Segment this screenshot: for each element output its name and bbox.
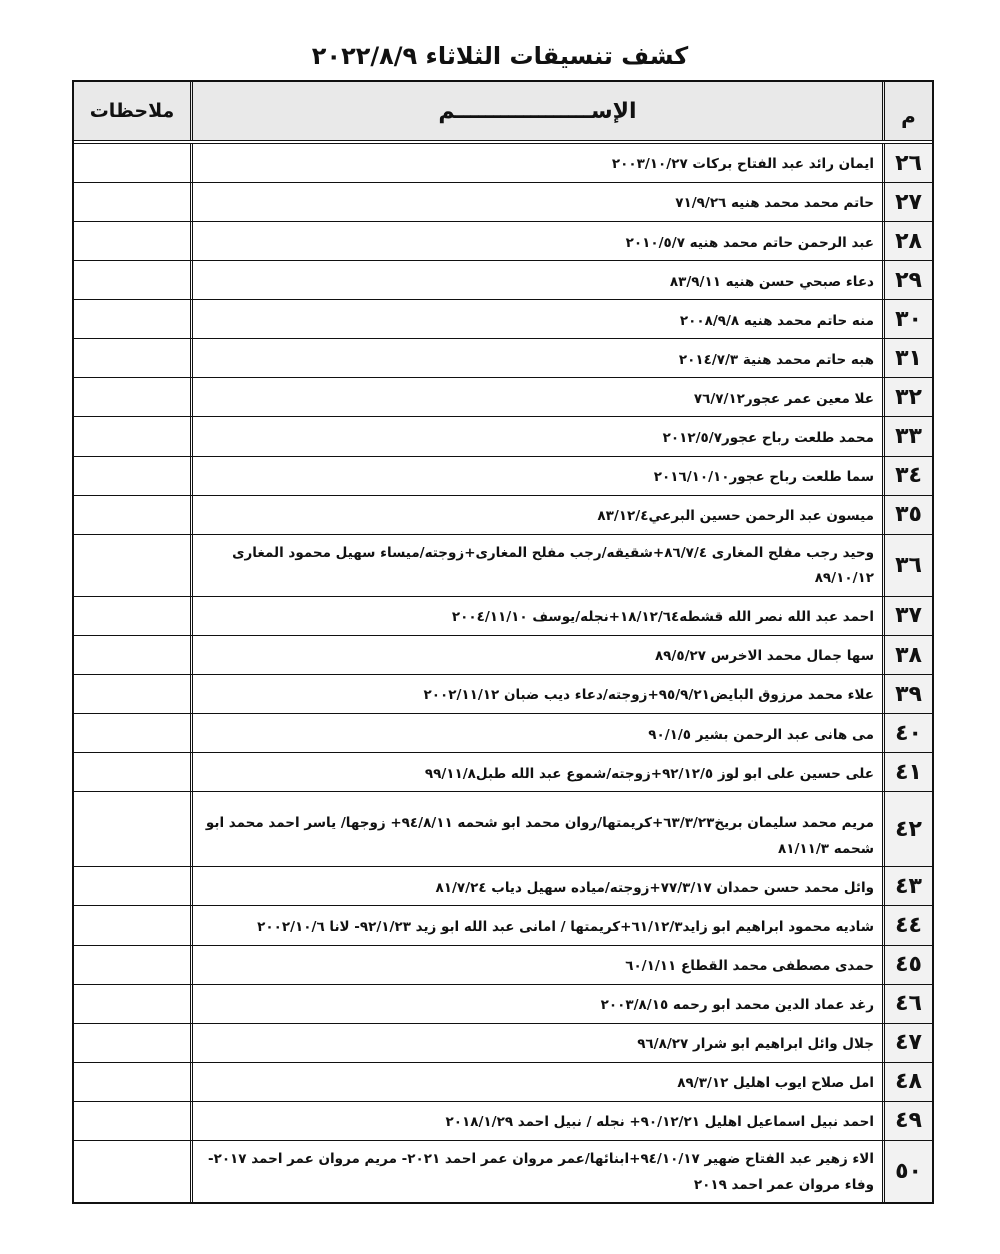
row-notes: [74, 457, 190, 495]
row-number: ٢٨: [882, 222, 932, 260]
table-row: [74, 144, 932, 183]
row-number: ٣٨: [882, 636, 932, 674]
table-row: [74, 636, 932, 675]
row-notes: [74, 300, 190, 338]
row-name: منه حاتم محمد هنيه ٢٠٠٨/٩/٨: [190, 300, 882, 338]
row-name: علاء محمد مرزوق البايض٩٥/٩/٢١+زوجته/دعاء ديب ضبان ٢٠٠٢/١١/١٢: [190, 675, 882, 713]
table-row: [74, 792, 932, 867]
row-name: دعاء صبحي حسن هنيه ٨٣/٩/١١: [190, 261, 882, 299]
row-notes: [74, 867, 190, 905]
table-row: [74, 597, 932, 636]
table-row: [74, 496, 932, 535]
row-number: ٢٦: [882, 144, 932, 182]
row-number: ٤٨: [882, 1063, 932, 1101]
coordination-table: [72, 80, 934, 1204]
row-notes: [74, 417, 190, 455]
row-notes: [74, 183, 190, 221]
row-name: مريم محمد سليمان بريخ٦٣/٣/٢٣+كريمتها/روان محمد ابو شحمه ٩٤/٨/١١+ زوجها/ ياسر احمد محمد ابو شحمه ٨١/١١/٣: [190, 792, 882, 866]
row-number: ٣٥: [882, 496, 932, 534]
row-name: محمد طلعت رباح عجور٢٠١٢/٥/٧: [190, 417, 882, 455]
row-number: ٣١: [882, 339, 932, 377]
table-row: [74, 1063, 932, 1102]
table-row: [74, 753, 932, 792]
row-number: ٣٧: [882, 597, 932, 635]
table-row: [74, 222, 932, 261]
row-notes: [74, 1024, 190, 1062]
table-row: [74, 378, 932, 417]
row-name: ايمان رائد عبد الفتاح بركات ٢٠٠٣/١٠/٢٧: [190, 144, 882, 182]
row-notes: [74, 985, 190, 1023]
row-number: ٢٧: [882, 183, 932, 221]
table-row: [74, 1141, 932, 1202]
row-notes: [74, 792, 190, 866]
row-number: ٤١: [882, 753, 932, 791]
header-number: م: [882, 82, 932, 140]
table-row: [74, 946, 932, 985]
table-row: [74, 985, 932, 1024]
table-row: [74, 1102, 932, 1141]
row-name: عبد الرحمن حاتم محمد هنيه ٢٠١٠/٥/٧: [190, 222, 882, 260]
row-notes: [74, 339, 190, 377]
row-number: ٤٢: [882, 792, 932, 866]
table-row: [74, 339, 932, 378]
table-row: [74, 906, 932, 945]
row-number: ٣٤: [882, 457, 932, 495]
table-row: [74, 417, 932, 456]
row-number: ٣٩: [882, 675, 932, 713]
row-number: ٣٢: [882, 378, 932, 416]
row-notes: [74, 753, 190, 791]
table-row: [74, 457, 932, 496]
row-name: جلال وائل ابراهيم ابو شرار ٩٦/٨/٢٧: [190, 1024, 882, 1062]
row-notes: [74, 378, 190, 416]
row-name: سما طلعت رباح عجور٢٠١٦/١٠/١٠: [190, 457, 882, 495]
row-number: ٤٩: [882, 1102, 932, 1140]
row-name: احمد نبيل اسماعيل اهليل ٩٠/١٢/٢١+ نجله / نبيل احمد ٢٠١٨/١/٢٩: [190, 1102, 882, 1140]
table-header: [74, 82, 932, 144]
row-name: علا معين عمر عجور٧٦/٧/١٢: [190, 378, 882, 416]
header-notes: ملاحظات: [74, 82, 190, 140]
row-notes: [74, 636, 190, 674]
row-number: ٤٦: [882, 985, 932, 1023]
row-name: سها جمال محمد الاخرس ٨٩/٥/٢٧: [190, 636, 882, 674]
row-name: ميسون عبد الرحمن حسين البرعي٨٣/١٢/٤: [190, 496, 882, 534]
row-notes: [74, 535, 190, 596]
row-notes: [74, 946, 190, 984]
row-name: شاديه محمود ابراهيم ابو زايد٦١/١٢/٣+كريمتها / امانى عبد الله ابو زيد ٩٢/١/٢٣- لانا ٢٠٠٢/١٠/٦: [190, 906, 882, 944]
row-notes: [74, 675, 190, 713]
row-notes: [74, 261, 190, 299]
row-number: ٤٧: [882, 1024, 932, 1062]
row-notes: [74, 144, 190, 182]
table-row: [74, 300, 932, 339]
table-row: [74, 867, 932, 906]
row-number: ٤٤: [882, 906, 932, 944]
row-notes: [74, 597, 190, 635]
page-title: كشف تنسيقات الثلاثاء ٢٠٢٢/٨/٩: [311, 42, 689, 70]
row-name: الاء زهير عبد الفتاح ضهير ٩٤/١٠/١٧+ابنائها/عمر مروان عمر احمد ٢٠٢١- مريم مروان عمر احمد ٢٠١٧- وفاء مروان عمر احمد ٢٠١٩: [190, 1141, 882, 1202]
row-name: امل صلاح ايوب اهليل ٨٩/٣/١٢: [190, 1063, 882, 1101]
table-row: [74, 183, 932, 222]
row-notes: [74, 496, 190, 534]
table-row: [74, 675, 932, 714]
table-body: [74, 144, 932, 1202]
row-number: ٣٠: [882, 300, 932, 338]
row-notes: [74, 906, 190, 944]
row-number: ٤٥: [882, 946, 932, 984]
row-name: حاتم محمد محمد هنيه ٧١/٩/٢٦: [190, 183, 882, 221]
row-name: وائل محمد حسن حمدان ٧٧/٣/١٧+زوجته/مياده سهيل دياب ٨١/٧/٢٤: [190, 867, 882, 905]
row-number: ٤٠: [882, 714, 932, 752]
row-number: ٤٣: [882, 867, 932, 905]
table-row: [74, 714, 932, 753]
row-number: ٣٣: [882, 417, 932, 455]
row-notes: [74, 1102, 190, 1140]
row-name: رغد عماد الدين محمد ابو رحمه ٢٠٠٣/٨/١٥: [190, 985, 882, 1023]
row-name: مى هانى عبد الرحمن بشير ٩٠/١/٥: [190, 714, 882, 752]
row-name: على حسين على ابو لوز ٩٢/١٢/٥+زوجته/شموع عبد الله طبل٩٩/١١/٨: [190, 753, 882, 791]
row-number: ٥٠: [882, 1141, 932, 1202]
row-name: احمد عبد الله نصر الله قشطه١٨/١٢/٦٤+نجله/يوسف ٢٠٠٤/١١/١٠: [190, 597, 882, 635]
row-name: حمدى مصطفى محمد القطاع ٦٠/١/١١: [190, 946, 882, 984]
row-name: هبه حاتم محمد هنية ٢٠١٤/٧/٣: [190, 339, 882, 377]
row-notes: [74, 1141, 190, 1202]
table-row: [74, 261, 932, 300]
row-notes: [74, 222, 190, 260]
table-row: [74, 1024, 932, 1063]
row-notes: [74, 714, 190, 752]
header-name: الإســــــــــــــــــم: [190, 82, 882, 140]
row-name: وحيد رجب مفلح المغارى ٨٦/٧/٤+شقيقه/رجب مفلح المغارى+زوجته/ميساء سهيل محمود المغارى ٨٩/١٠/١٢: [190, 535, 882, 596]
row-number: ٣٦: [882, 535, 932, 596]
row-number: ٢٩: [882, 261, 932, 299]
row-notes: [74, 1063, 190, 1101]
table-row: [74, 535, 932, 597]
